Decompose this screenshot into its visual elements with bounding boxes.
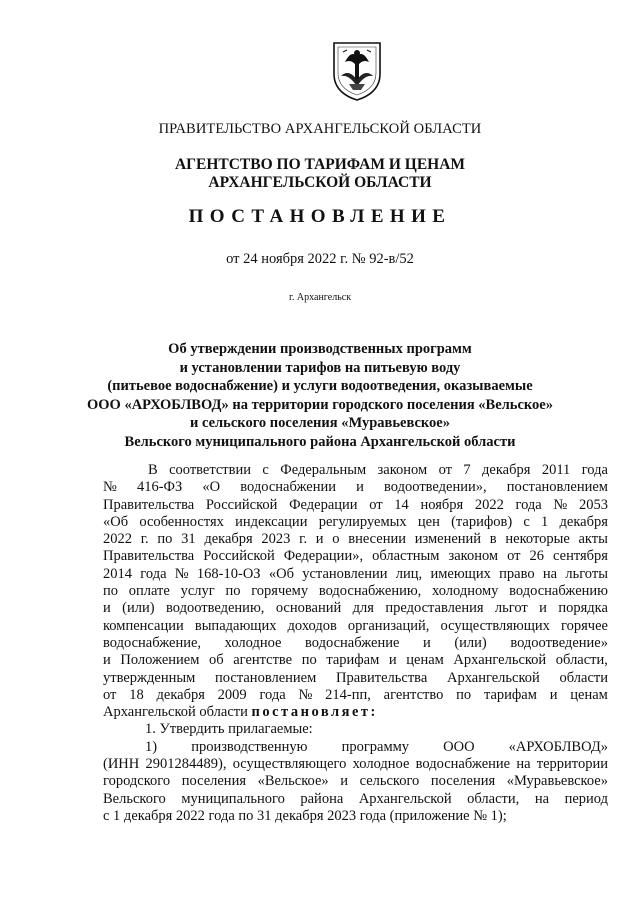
word: (ИНН [103,756,140,773]
word: соответствии [169,462,252,478]
word: водоотведении», [384,479,487,496]
word: области, [467,790,520,807]
word: агентстве [233,652,293,669]
word: внесении [348,531,406,548]
word: для [352,600,374,617]
word: программу [341,738,410,755]
word: Правительства [103,548,195,565]
word: горячему [251,583,309,600]
word: постановлением [215,669,317,686]
word: Положением [120,652,200,669]
word: № [553,496,568,513]
word: водоснабжение [415,756,511,773]
word: осуществляющих [440,617,550,634]
word: тарифам [326,652,380,669]
word: и [356,479,364,496]
agency-name-line2: АРХАНГЕЛЬСКОЙ ОБЛАСТИ [208,174,432,191]
word: холодное [224,634,282,651]
word: № [174,565,189,582]
word: 18 [129,686,144,703]
subject-line: (питьевое водоснабжение) и услуги водоотведения, оказываемые [107,378,533,394]
word: постановлением [506,479,608,496]
date-and-number: от 24 ноября 2022 г. № 92-в/52 [226,251,414,267]
word: областным [372,548,440,565]
subitem-line [103,773,608,790]
document-body [103,462,608,825]
word: 26 [529,548,545,565]
body-line [103,600,608,617]
word: декабря [559,513,608,530]
body-line-last [103,704,608,721]
word: льготы [565,565,608,582]
word: на [534,790,550,807]
word: с [262,462,269,478]
word: 416-ФЗ [136,479,183,496]
word: водоснабжение, [103,634,202,651]
body-line [103,548,608,565]
city-name: г. Архангельск [288,292,352,303]
word: 168-10-ОЗ [196,565,261,582]
word: период [564,790,608,807]
body-line [103,531,608,548]
word: законом [377,462,428,478]
word: изменений [414,531,482,548]
word: Вельского [103,790,166,807]
word: и [103,652,111,669]
body-line [103,566,608,583]
word: водоснабжении [240,479,337,496]
word: право [499,565,535,582]
subitem-line [103,739,608,756]
word: муниципального [181,790,285,807]
word: Архангельской [447,669,540,686]
word: водоснабжение [305,634,400,651]
subject-line: Об утверждении производственных программ [168,341,472,357]
word: области, [555,652,608,669]
word: водоотведению, [166,600,265,617]
word: сентября [553,548,608,565]
word: 214-пп, [325,686,371,703]
word: имеющих [430,565,491,582]
word: тарифам [483,686,537,703]
word: Архангельской [358,790,452,807]
word: особенностях [139,513,224,530]
word: Федерации [289,496,358,513]
word: порядка [558,600,608,617]
subitem-line-last: с 1 декабря 2022 года по 31 декабря 2023 года (приложение № 1); [103,807,507,824]
word: Российской [205,496,278,513]
word: Российской [203,548,275,565]
word: № [298,686,313,703]
word: по [225,583,241,600]
word: «О [202,479,221,496]
word: Правительства [103,496,195,513]
word: законом [448,548,499,565]
word: от [369,496,383,513]
government-name: ПРАВИТЕЛЬСТВО АРХАНГЕЛЬСКОЙ ОБЛАСТИ [158,121,482,137]
word: сельского [359,773,420,790]
word: и [340,773,348,790]
word: оснований [275,600,342,617]
body-line [103,687,608,704]
word: некоторые [505,531,570,548]
word: 31 [181,531,196,548]
word: акты [578,531,608,548]
agency-name-line1: АГЕНТСТВО ПО ТАРИФАМ И ЦЕНАМ [174,156,466,173]
word: льгот [494,600,528,617]
word: по [103,583,119,600]
word: 1 [541,513,549,530]
word: об [209,652,224,669]
document-type-title: ПОСТАНОВЛЕНИЕ [188,206,452,227]
word: по [456,686,472,703]
word: предоставления [385,600,484,617]
word: по [301,652,317,669]
word: лиц, [395,565,423,582]
word: и [549,686,558,703]
word: компенсации [103,617,184,634]
word: 2014 [103,565,132,582]
word: 2022 [103,531,132,548]
word: от [103,686,117,703]
word: установлении [302,565,388,582]
word: области [559,669,608,686]
word: декабря [482,462,531,478]
subitem-line [103,791,608,808]
word: Федеральным [280,462,367,478]
word: городского [103,773,171,790]
word: доходов [287,617,337,634]
body-line [103,462,608,479]
word: агентство [383,686,444,703]
word: 2023 [261,531,291,548]
word: поселения [181,773,246,790]
word: года [140,565,167,582]
word: поселения [430,773,496,790]
word: Архангельской [453,652,547,669]
word: и [423,634,431,651]
word: по [157,531,173,548]
word: индексации [235,513,308,530]
body-line [103,497,608,514]
word: в [489,531,497,548]
body-line [103,479,608,496]
word: № [103,479,117,496]
word: «Об [103,513,129,530]
body-line [103,652,608,669]
word: и [539,600,547,617]
word: (или) [454,634,487,651]
word: года [581,462,608,478]
word: горячее [561,617,608,634]
word: 2009 [217,686,247,703]
word: В [148,462,158,478]
body-line [103,583,608,600]
word: о [332,531,340,548]
word: ноября [420,496,464,513]
word: 2901284489), [145,756,227,773]
word: на [542,565,558,582]
word: «Вельское» [257,773,329,790]
word: организаций, [347,617,430,634]
word: 2022 [474,496,504,513]
body-text: Архангельской области [103,704,252,721]
body-line [103,670,608,687]
word: на [516,756,531,773]
word: производственную [191,738,308,755]
subitem-line [103,756,608,773]
word: услуг [180,583,215,600]
word: оплате [128,583,170,600]
word: выпадающих [194,617,277,634]
word: года [515,496,542,513]
word: и [388,652,397,669]
word: осуществляющего [232,756,347,773]
word: г. [299,531,308,548]
subject-line: Вельского муниципального района Архангельской области [124,433,516,450]
word: водоснабжению [509,583,608,600]
word: регулируемых [318,513,407,530]
word: «Муравьевское» [506,773,608,790]
agency-name [0,156,640,192]
subject-line: и установлении тарифов на питьевую воду [179,359,461,376]
body-line [103,618,608,635]
word: района [300,790,344,807]
document-subject [0,340,640,451]
word: от [507,548,521,565]
word: «Об [268,565,294,582]
word: территории [536,756,608,773]
word: и [103,600,111,617]
coat-of-arms-icon [331,40,383,102]
word: 1) [145,738,158,755]
word: (тарифов) [451,513,513,530]
item-1: 1. Утвердить прилагаемые: [145,721,313,738]
word: ценам [570,686,608,703]
word: 7 [463,462,471,478]
word: 14 [394,496,409,513]
subject-line: ООО «АРХОБЛВОД» на территории городского поселения «Вельское» [87,396,553,413]
word: декабря [204,531,253,548]
word: «АРХОБЛВОД» [508,738,608,755]
body-line [103,635,608,652]
word: холодному [432,583,499,600]
word: и [315,531,324,548]
word: г. [140,531,149,548]
subject-line: и сельского поселения «Муравьевское» [190,415,450,431]
word: от [438,462,452,478]
decree-verb: постановляет: [251,704,378,721]
body-line [103,514,608,531]
word: ООО [443,738,475,755]
word: декабря [156,686,205,703]
word: утвержденным [103,669,196,686]
word: (или) [122,600,155,617]
word: ценам [406,652,444,669]
word: 2011 [541,462,571,478]
word: с [523,513,530,530]
word: водоотведение» [510,634,608,651]
word: холодное [352,756,410,773]
word: 2053 [578,496,608,513]
word: Федерации», [283,548,364,565]
word: года [259,686,286,703]
word: Правительства [336,669,428,686]
word: цен [417,513,440,530]
word: водоснабжению, [318,583,422,600]
